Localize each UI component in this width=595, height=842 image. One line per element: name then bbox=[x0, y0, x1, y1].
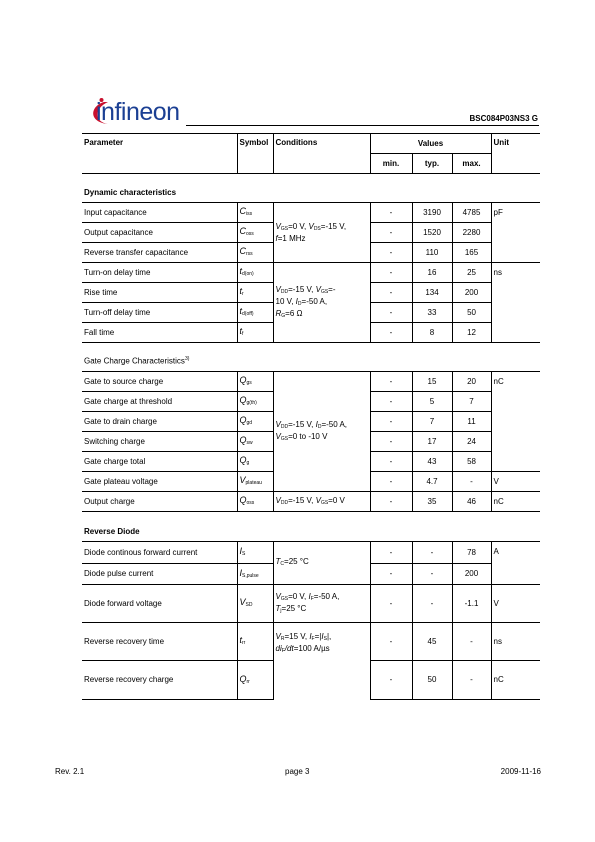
logo-wordmark: infineon bbox=[96, 98, 180, 126]
min-is-pulse: - bbox=[370, 564, 412, 585]
min-coss: - bbox=[370, 223, 412, 243]
symbol-coss: $C_{oss}$ bbox=[237, 223, 273, 243]
typ-qrr: 50 bbox=[412, 661, 452, 700]
symbol-qrr: $Q_{rr}$ bbox=[237, 661, 273, 700]
typ-qgs: 15 bbox=[412, 372, 452, 392]
table-row bbox=[82, 372, 540, 392]
conditions-gate-charge: $V_{DD}=-15$ V, $I_D=-50$ A, $V_{GS}=0$ to -10 V bbox=[273, 372, 370, 492]
param-qsw: Switching charge bbox=[82, 432, 237, 452]
symbol-trr: $t_{rr}$ bbox=[237, 623, 273, 661]
unit-current: A bbox=[491, 542, 540, 585]
typ-tf: 8 bbox=[412, 323, 452, 343]
max-tdoff: 50 bbox=[452, 303, 491, 323]
min-tr: - bbox=[370, 283, 412, 303]
param-vplateau: Gate plateau voltage bbox=[82, 472, 237, 492]
footer-revision: Rev. 2.1 bbox=[55, 767, 85, 776]
max-qgth: 7 bbox=[452, 392, 491, 412]
min-qgth: - bbox=[370, 392, 412, 412]
symbol-crss: $C_{rss}$ bbox=[237, 243, 273, 263]
param-ciss: Input capacitance bbox=[82, 203, 237, 223]
header-conditions: Conditions bbox=[273, 134, 370, 174]
min-tdon: - bbox=[370, 263, 412, 283]
typ-is: - bbox=[412, 542, 452, 564]
param-vsd: Diode forward voltage bbox=[82, 585, 237, 623]
max-is-pulse: 200 bbox=[452, 564, 491, 585]
conditions-switching: $V_{DD}=-15$ V, $V_{GS}=-$ 10 V, $I_D=-50$ A, $R_G=6$ Ω bbox=[273, 263, 370, 343]
table-row bbox=[82, 263, 540, 283]
symbol-qg: $Q_g$ bbox=[237, 452, 273, 472]
header-unit: Unit bbox=[491, 134, 540, 174]
unit-vplateau: V bbox=[491, 472, 540, 492]
max-qrr: - bbox=[452, 661, 491, 700]
symbol-qgs: $Q_{gs}$ bbox=[237, 372, 273, 392]
symbol-qgth: $Q_{g(th)}$ bbox=[237, 392, 273, 412]
typ-qgd: 7 bbox=[412, 412, 452, 432]
min-crss: - bbox=[370, 243, 412, 263]
header-values: Values bbox=[370, 134, 491, 154]
max-vsd: -1.1 bbox=[452, 585, 491, 623]
max-qgs: 20 bbox=[452, 372, 491, 392]
max-trr: - bbox=[452, 623, 491, 661]
min-qrr: - bbox=[370, 661, 412, 700]
param-trr: Reverse recovery time bbox=[82, 623, 237, 661]
symbol-vplateau: $V_{plateau}$ bbox=[237, 472, 273, 492]
min-qoss: - bbox=[370, 492, 412, 512]
max-vplateau: - bbox=[452, 472, 491, 492]
typ-tr: 134 bbox=[412, 283, 452, 303]
typ-qoss: 35 bbox=[412, 492, 452, 512]
param-is-pulse: Diode pulse current bbox=[82, 564, 237, 585]
footer-page-number: page 3 bbox=[285, 767, 310, 776]
header-max: max. bbox=[452, 154, 491, 174]
min-qgd: - bbox=[370, 412, 412, 432]
conditions-tc: $T_C=25$ °C bbox=[273, 542, 370, 585]
param-qgd: Gate to drain charge bbox=[82, 412, 237, 432]
section-dynamic: Dynamic characteristics bbox=[82, 174, 540, 203]
table-row bbox=[82, 203, 540, 223]
min-tdoff: - bbox=[370, 303, 412, 323]
conditions-output-charge: $V_{DD}=-15$ V, $V_{GS}=0$ V bbox=[273, 492, 370, 512]
table-row bbox=[82, 542, 540, 564]
part-number: BSC084P03NS3 G bbox=[469, 114, 538, 123]
unit-vsd: V bbox=[491, 585, 540, 623]
symbol-vsd: $V_{SD}$ bbox=[237, 585, 273, 623]
param-crss: Reverse transfer capacitance bbox=[82, 243, 237, 263]
min-qsw: - bbox=[370, 432, 412, 452]
section-gate-charge: Gate Charge Characteristics$^{3)}$ bbox=[82, 343, 540, 372]
max-tdon: 25 bbox=[452, 263, 491, 283]
max-qgd: 11 bbox=[452, 412, 491, 432]
param-tdon: Turn-on delay time bbox=[82, 263, 237, 283]
min-trr: - bbox=[370, 623, 412, 661]
typ-trr: 45 bbox=[412, 623, 452, 661]
unit-qrr: nC bbox=[491, 661, 540, 700]
min-tf: - bbox=[370, 323, 412, 343]
min-ciss: - bbox=[370, 203, 412, 223]
max-is: 78 bbox=[452, 542, 491, 564]
typ-tdoff: 33 bbox=[412, 303, 452, 323]
param-is: Diode continous forward current bbox=[82, 542, 237, 564]
symbol-tf: $t_f$ bbox=[237, 323, 273, 343]
typ-ciss: 3190 bbox=[412, 203, 452, 223]
conditions-capacitance: $V_{GS}=0$ V, $V_{DS}=-15$ V, f=1 MHz bbox=[273, 203, 370, 263]
section-row bbox=[82, 512, 540, 542]
footer-date: 2009-11-16 bbox=[500, 767, 541, 776]
typ-is-pulse: - bbox=[412, 564, 452, 585]
typ-vsd: - bbox=[412, 585, 452, 623]
unit-trr: ns bbox=[491, 623, 540, 661]
symbol-tdon: $t_{d(on)}$ bbox=[237, 263, 273, 283]
symbol-qsw: $Q_{sw}$ bbox=[237, 432, 273, 452]
param-tdoff: Turn-off delay time bbox=[82, 303, 237, 323]
header-symbol: Symbol bbox=[237, 134, 273, 174]
typ-qsw: 17 bbox=[412, 432, 452, 452]
symbol-ciss: $C_{iss}$ bbox=[237, 203, 273, 223]
typ-vplateau: 4.7 bbox=[412, 472, 452, 492]
max-crss: 165 bbox=[452, 243, 491, 263]
max-tf: 12 bbox=[452, 323, 491, 343]
unit-qoss: nC bbox=[491, 492, 540, 512]
param-qgs: Gate to source charge bbox=[82, 372, 237, 392]
max-qoss: 46 bbox=[452, 492, 491, 512]
symbol-tr: $t_r$ bbox=[237, 283, 273, 303]
symbol-is: $I_S$ bbox=[237, 542, 273, 564]
symbol-qoss: $Q_{oss}$ bbox=[237, 492, 273, 512]
header-rule bbox=[186, 125, 539, 126]
max-qsw: 24 bbox=[452, 432, 491, 452]
param-qgth: Gate charge at threshold bbox=[82, 392, 237, 412]
max-coss: 2280 bbox=[452, 223, 491, 243]
section-row bbox=[82, 174, 540, 203]
param-qoss: Output charge bbox=[82, 492, 237, 512]
param-tf: Fall time bbox=[82, 323, 237, 343]
symbol-is-pulse: $I_{S,pulse}$ bbox=[237, 564, 273, 585]
unit-capacitance: pF bbox=[491, 203, 540, 263]
min-is: - bbox=[370, 542, 412, 564]
param-qg: Gate charge total bbox=[82, 452, 237, 472]
section-reverse-diode: Reverse Diode bbox=[82, 512, 540, 542]
param-coss: Output capacitance bbox=[82, 223, 237, 243]
param-tr: Rise time bbox=[82, 283, 237, 303]
conditions-reverse-recovery: $V_R=15$ V, $I_F=|I_S|$, $di_F/dt=100$ A/µs bbox=[273, 623, 370, 700]
unit-time: ns bbox=[491, 263, 540, 343]
header-min: min. bbox=[370, 154, 412, 174]
symbol-tdoff: $t_{d(off)}$ bbox=[237, 303, 273, 323]
characteristics-table bbox=[82, 133, 540, 700]
typ-coss: 1520 bbox=[412, 223, 452, 243]
min-qg: - bbox=[370, 452, 412, 472]
typ-qgth: 5 bbox=[412, 392, 452, 412]
header-typ: typ. bbox=[412, 154, 452, 174]
table-header-row bbox=[82, 134, 540, 154]
min-vsd: - bbox=[370, 585, 412, 623]
table-row bbox=[82, 623, 540, 661]
header-parameter: Parameter bbox=[82, 134, 237, 174]
table-row bbox=[82, 585, 540, 623]
typ-tdon: 16 bbox=[412, 263, 452, 283]
min-vplateau: - bbox=[370, 472, 412, 492]
unit-charge: nC bbox=[491, 372, 540, 472]
symbol-qgd: $Q_{gd}$ bbox=[237, 412, 273, 432]
max-ciss: 4785 bbox=[452, 203, 491, 223]
infineon-logo bbox=[86, 92, 186, 128]
typ-qg: 43 bbox=[412, 452, 452, 472]
conditions-vsd: $V_{GS}=0$ V, $I_F=-50$ A, $T_j=25$ °C bbox=[273, 585, 370, 623]
min-qgs: - bbox=[370, 372, 412, 392]
max-qg: 58 bbox=[452, 452, 491, 472]
max-tr: 200 bbox=[452, 283, 491, 303]
param-qrr: Reverse recovery charge bbox=[82, 661, 237, 700]
table-row bbox=[82, 492, 540, 512]
typ-crss: 110 bbox=[412, 243, 452, 263]
section-row bbox=[82, 343, 540, 372]
